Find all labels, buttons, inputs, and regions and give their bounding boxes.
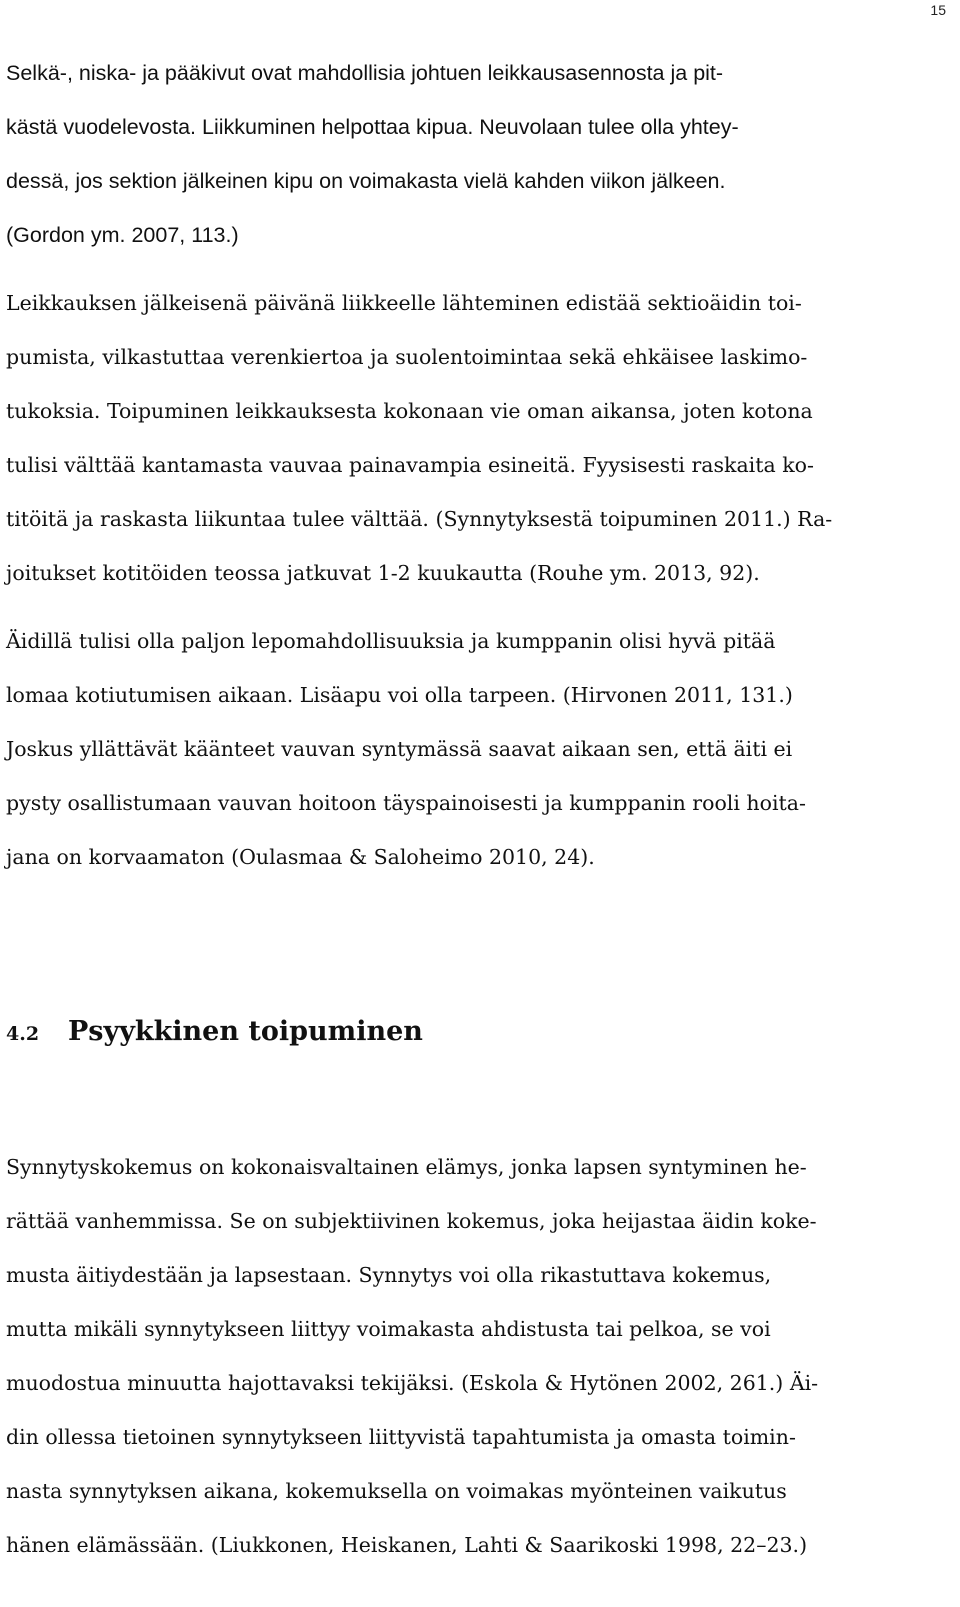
text-line: kästä vuodelevosta. Liikkuminen helpottaa kipua. Neuvolaan tulee olla yhtey- [6,115,739,139]
section-number: 4.2 [6,1023,40,1045]
text-line: Joskus yllättävät käänteet vauvan syntymässä saavat aikaan sen, että äiti ei [6,737,793,761]
text-line: titöitä ja raskasta liikuntaa tulee välttää. (Synnytyksestä toipuminen 2011.) Ra- [6,507,833,531]
text-line: dessä, jos sektion jälkeinen kipu on voimakasta vielä kahden viikon jälkeen. [6,169,726,193]
text-line: Selkä-, niska- ja pääkivut ovat mahdollisia johtuen leikkausasennosta ja pit- [6,61,724,85]
paragraph-birth-experience [6,1140,944,1572]
text-line: mutta mikäli synnytykseen liittyy voimakasta ahdistusta tai pelkoa, se voi [6,1317,771,1341]
text-line: tukoksia. Toipuminen leikkauksesta kokonaan vie oman aikansa, joten kotona [6,399,813,423]
document-body [6,46,944,1572]
text-line: Synnytyskokemus on kokonaisvaltainen elämys, jonka lapsen syntyminen he- [6,1155,807,1179]
section-heading [6,1004,944,1060]
text-line: tulisi välttää kantamasta vauvaa painavampia esineitä. Fyysisesti raskaita ko- [6,453,814,477]
text-line: Äidillä tulisi olla paljon lepomahdollisuuksia ja kumppanin olisi hyvä pitää [6,629,776,653]
page-number: 15 [930,2,946,18]
text-line: pysty osallistumaan vauvan hoitoon täyspainoisesti ja kumppanin rooli hoita- [6,791,806,815]
text-line: hänen elämässään. (Liukkonen, Heiskanen, Lahti & Saarikoski 1998, 22–23.) [6,1533,808,1557]
text-line: pumista, vilkastuttaa verenkiertoa ja suolentoimintaa sekä ehkäisee laskimo- [6,345,808,369]
section-title: Psyykkinen toipuminen [68,1016,423,1047]
paragraph-rest [6,614,944,884]
paragraph-back-pain [6,46,944,262]
text-line: joitukset kotitöiden teossa jatkuvat 1-2 kuukautta (Rouhe ym. 2013, 92). [6,561,760,585]
text-line: din ollessa tietoinen synnytykseen liittyvistä tapahtumista ja omasta toimin- [6,1425,796,1449]
text-line: Leikkauksen jälkeisenä päivänä liikkeelle lähteminen edistää sektioäidin toi- [6,291,802,315]
text-line: nasta synnytyksen aikana, kokemuksella on voimakas myönteinen vaikutus [6,1479,787,1503]
text-line: (Gordon ym. 2007, 113.) [6,223,239,247]
text-line: rättää vanhemmissa. Se on subjektiivinen kokemus, joka heijastaa äidin koke- [6,1209,817,1233]
text-line: lomaa kotiutumisen aikaan. Lisäapu voi olla tarpeen. (Hirvonen 2011, 131.) [6,683,793,707]
text-line: jana on korvaamaton (Oulasmaa & Saloheimo 2010, 24). [6,845,595,869]
text-line: musta äitiydestään ja lapsestaan. Synnytys voi olla rikastuttava kokemus, [6,1263,772,1287]
text-line: muodostua minuutta hajottavaksi tekijäksi. (Eskola & Hytönen 2002, 261.) Äi- [6,1371,819,1395]
paragraph-mobilization [6,276,944,600]
